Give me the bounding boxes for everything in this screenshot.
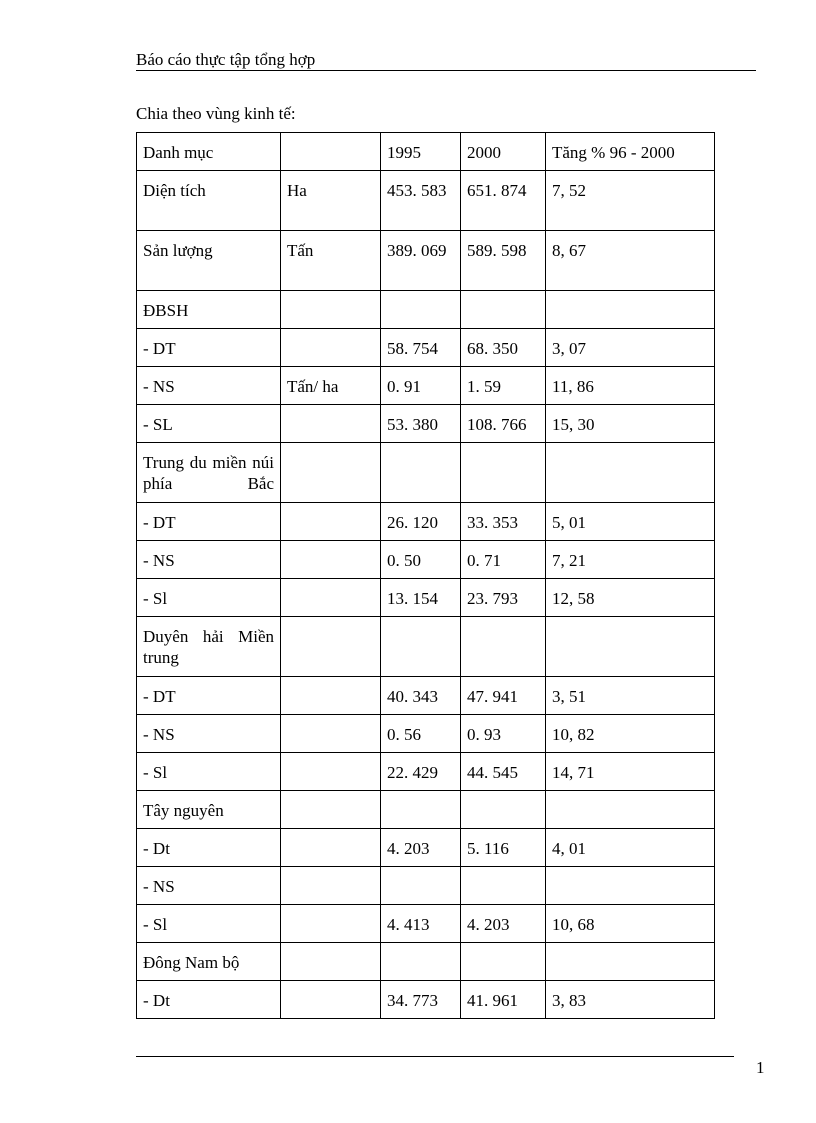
table-row bbox=[137, 405, 715, 443]
table-cell: 58. 754 bbox=[381, 329, 461, 367]
table-cell bbox=[546, 443, 715, 503]
table-cell bbox=[281, 405, 381, 443]
table-cell bbox=[461, 443, 546, 503]
table-cell bbox=[381, 867, 461, 905]
table-cell bbox=[281, 905, 381, 943]
header-cell: 2000 bbox=[461, 133, 546, 171]
table-cell: 5, 01 bbox=[546, 503, 715, 541]
table-cell: Tấn bbox=[281, 231, 381, 291]
page-header: Báo cáo thực tập tổng hợp bbox=[136, 50, 756, 71]
table-row bbox=[137, 753, 715, 791]
table-row bbox=[137, 943, 715, 981]
table-row bbox=[137, 541, 715, 579]
table-cell: - DT bbox=[137, 677, 281, 715]
table-cell: 589. 598 bbox=[461, 231, 546, 291]
table-cell bbox=[281, 867, 381, 905]
table-cell: 4. 203 bbox=[461, 905, 546, 943]
data-table-body bbox=[137, 133, 715, 1019]
table-row bbox=[137, 677, 715, 715]
table-cell bbox=[281, 443, 381, 503]
table-cell: 14, 71 bbox=[546, 753, 715, 791]
table-row bbox=[137, 981, 715, 1019]
table-cell bbox=[381, 617, 461, 677]
table-cell: 34. 773 bbox=[381, 981, 461, 1019]
table-cell: 33. 353 bbox=[461, 503, 546, 541]
table-row bbox=[137, 829, 715, 867]
table-cell: 4. 203 bbox=[381, 829, 461, 867]
table-cell: 7, 21 bbox=[546, 541, 715, 579]
table-row bbox=[137, 291, 715, 329]
table-row bbox=[137, 617, 715, 677]
footer-divider bbox=[136, 1056, 734, 1057]
table-cell bbox=[461, 943, 546, 981]
table-cell: 13. 154 bbox=[381, 579, 461, 617]
table-cell: 26. 120 bbox=[381, 503, 461, 541]
table-cell: Duyên hải Miền trung bbox=[137, 617, 281, 677]
table-cell: Tây nguyên bbox=[137, 791, 281, 829]
table-cell bbox=[281, 579, 381, 617]
table-cell: 108. 766 bbox=[461, 405, 546, 443]
table-cell: - DT bbox=[137, 503, 281, 541]
table-cell bbox=[461, 791, 546, 829]
table-cell: - NS bbox=[137, 541, 281, 579]
table-cell bbox=[281, 791, 381, 829]
table-cell: 3, 83 bbox=[546, 981, 715, 1019]
table-cell bbox=[281, 541, 381, 579]
table-cell: 0. 56 bbox=[381, 715, 461, 753]
table-row bbox=[137, 791, 715, 829]
table-cell: 0. 93 bbox=[461, 715, 546, 753]
header-cell: Tăng % 96 - 2000 bbox=[546, 133, 715, 171]
table-cell: 53. 380 bbox=[381, 405, 461, 443]
table-cell bbox=[546, 791, 715, 829]
table-cell: 4. 413 bbox=[381, 905, 461, 943]
table-cell bbox=[461, 617, 546, 677]
table-cell: 22. 429 bbox=[381, 753, 461, 791]
table-cell: - Dt bbox=[137, 829, 281, 867]
table-row bbox=[137, 715, 715, 753]
table-cell: 11, 86 bbox=[546, 367, 715, 405]
table-cell bbox=[281, 617, 381, 677]
table-cell bbox=[281, 753, 381, 791]
table-cell bbox=[281, 503, 381, 541]
table-cell: - Sl bbox=[137, 579, 281, 617]
table-cell: 12, 58 bbox=[546, 579, 715, 617]
table-row bbox=[137, 367, 715, 405]
table-cell: Trung du miền núi phía Bắc bbox=[137, 443, 281, 503]
table-cell: 44. 545 bbox=[461, 753, 546, 791]
table-cell bbox=[546, 867, 715, 905]
table-cell: 1. 59 bbox=[461, 367, 546, 405]
table-cell bbox=[281, 943, 381, 981]
table-cell bbox=[281, 677, 381, 715]
table-cell: 389. 069 bbox=[381, 231, 461, 291]
table-header-row bbox=[137, 133, 715, 171]
table-row bbox=[137, 503, 715, 541]
page-number: 1 bbox=[756, 1058, 765, 1077]
table-cell: 3, 07 bbox=[546, 329, 715, 367]
table-row bbox=[137, 905, 715, 943]
table-cell: - Sl bbox=[137, 905, 281, 943]
table-cell: Sản lượng bbox=[137, 231, 281, 291]
table-cell: 40. 343 bbox=[381, 677, 461, 715]
table-row bbox=[137, 171, 715, 231]
table-cell bbox=[281, 291, 381, 329]
table-cell: - Sl bbox=[137, 753, 281, 791]
table-cell: 651. 874 bbox=[461, 171, 546, 231]
table-cell: Diện tích bbox=[137, 171, 281, 231]
table-cell: - NS bbox=[137, 715, 281, 753]
table-cell bbox=[381, 791, 461, 829]
table-cell bbox=[281, 715, 381, 753]
table-cell: 4, 01 bbox=[546, 829, 715, 867]
table-cell: ĐBSH bbox=[137, 291, 281, 329]
table-cell: 10, 82 bbox=[546, 715, 715, 753]
table-row bbox=[137, 329, 715, 367]
table-cell bbox=[546, 291, 715, 329]
table-cell: 47. 941 bbox=[461, 677, 546, 715]
table-row bbox=[137, 443, 715, 503]
header-cell bbox=[281, 133, 381, 171]
table-cell: Ha bbox=[281, 171, 381, 231]
table-cell bbox=[381, 443, 461, 503]
table-cell: - DT bbox=[137, 329, 281, 367]
table-cell: 0. 71 bbox=[461, 541, 546, 579]
table-cell bbox=[381, 291, 461, 329]
table-cell bbox=[461, 867, 546, 905]
table-cell: 41. 961 bbox=[461, 981, 546, 1019]
table-row bbox=[137, 867, 715, 905]
table-cell bbox=[546, 943, 715, 981]
table-cell bbox=[381, 943, 461, 981]
table-cell: 5. 116 bbox=[461, 829, 546, 867]
data-table bbox=[136, 132, 715, 1019]
table-cell: 7, 52 bbox=[546, 171, 715, 231]
table-cell: Đông Nam bộ bbox=[137, 943, 281, 981]
table-cell: 0. 50 bbox=[381, 541, 461, 579]
table-cell: Tấn/ ha bbox=[281, 367, 381, 405]
table-cell bbox=[281, 329, 381, 367]
table-cell: - NS bbox=[137, 867, 281, 905]
table-cell bbox=[281, 829, 381, 867]
section-subtitle: Chia theo vùng kinh tế: bbox=[136, 104, 296, 123]
header-cell: 1995 bbox=[381, 133, 461, 171]
table-cell: - SL bbox=[137, 405, 281, 443]
table-cell: 3, 51 bbox=[546, 677, 715, 715]
table-cell: 0. 91 bbox=[381, 367, 461, 405]
table-cell: - Dt bbox=[137, 981, 281, 1019]
table-cell: 15, 30 bbox=[546, 405, 715, 443]
table-cell: 453. 583 bbox=[381, 171, 461, 231]
table-cell: 8, 67 bbox=[546, 231, 715, 291]
table-cell bbox=[546, 617, 715, 677]
table-row bbox=[137, 231, 715, 291]
table-cell: 23. 793 bbox=[461, 579, 546, 617]
table-cell: 68. 350 bbox=[461, 329, 546, 367]
table-cell: 10, 68 bbox=[546, 905, 715, 943]
header-cell: Danh mục bbox=[137, 133, 281, 171]
table-row bbox=[137, 579, 715, 617]
table-cell bbox=[281, 981, 381, 1019]
table-cell bbox=[461, 291, 546, 329]
table-cell: - NS bbox=[137, 367, 281, 405]
